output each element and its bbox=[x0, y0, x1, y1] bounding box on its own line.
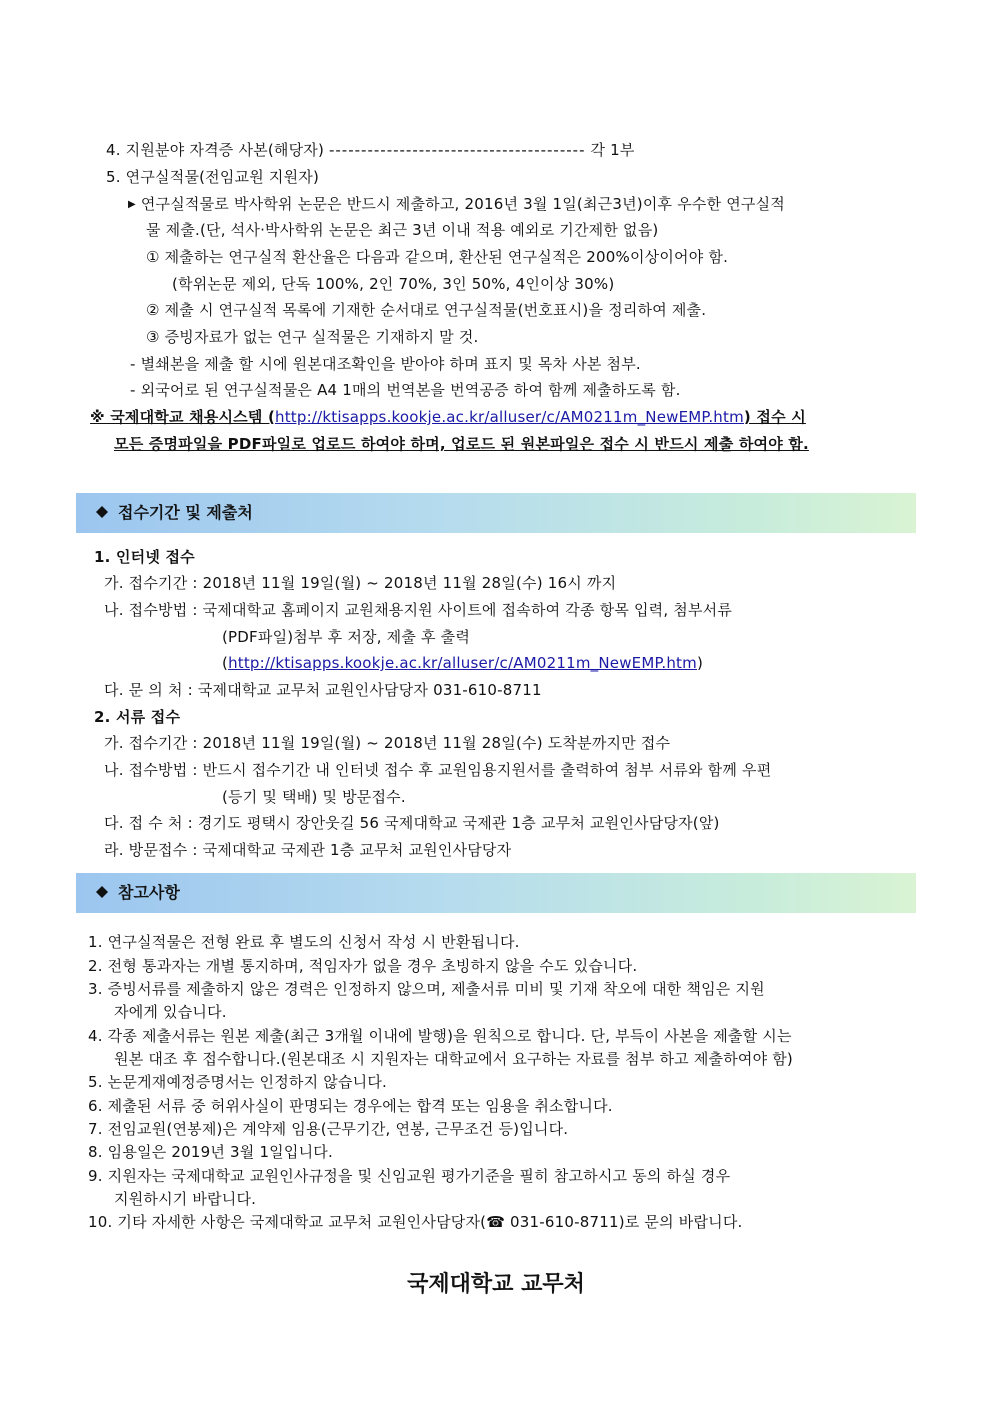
diamond-icon bbox=[96, 886, 108, 898]
diamond-icon bbox=[96, 506, 108, 518]
documents-method-cont: (등기 및 택배) 및 방문접수. bbox=[222, 788, 406, 806]
documents-visit: 라. 방문접수 : 국제대학교 국제관 1층 교무처 교원인사담당자 bbox=[104, 841, 512, 859]
documents-address: 다. 접 수 처 : 경기도 평택시 장안웃길 56 국제대학교 국제관 1층 교무처 교원인사담당자(앞) bbox=[104, 814, 720, 832]
phone-icon: ☎ bbox=[486, 1213, 506, 1231]
note-item-10: 10. 기타 자세한 사항은 국제대학교 교무처 교원인사담당자(☎ 031-610-8711)로 문의 바랍니다. bbox=[88, 1213, 743, 1231]
issuer-signature: 국제대학교 교무처 bbox=[407, 1272, 585, 1297]
section-header-application bbox=[76, 493, 916, 533]
documents-period: 가. 접수기간 : 2018년 11월 19일(월) ~ 2018년 11월 28일(수) 도착분까지만 접수 bbox=[104, 734, 671, 752]
req-circle-2: ② 제출 시 연구실적 목록에 기재한 순서대로 연구실적물(번호표시)을 정리하여 제출. bbox=[146, 301, 707, 319]
note-item-1: 1. 연구실적물은 전형 완료 후 별도의 신청서 작성 시 반환됩니다. bbox=[88, 933, 520, 951]
note-item-5: 5. 논문게재예정증명서는 인정하지 않습니다. bbox=[88, 1073, 388, 1091]
subsection-online: 1. 인터넷 접수 bbox=[94, 548, 195, 566]
note-item-6: 6. 제출된 서류 중 허위사실이 판명되는 경우에는 합격 또는 임용을 취소합니다. bbox=[88, 1097, 613, 1115]
req-item-4: 4. 지원분야 자격증 사본(해당자) ---------------------------------------- 각 1부 bbox=[106, 141, 635, 159]
notice-line-2: 모든 증명파일을 PDF파일로 업로드 하여야 하며, 업로드 된 원본파일은 접수 시 반드시 제출 하여야 함. bbox=[114, 435, 809, 453]
note-item-7: 7. 전임교원(연봉제)은 계약제 임용(근무기간, 연봉, 근무조건 등)입니다. bbox=[88, 1120, 569, 1138]
triangle-bullet-icon: ▶ bbox=[128, 199, 136, 210]
note-item-3-cont: 자에게 있습니다. bbox=[114, 1003, 227, 1021]
note-item-4: 4. 각종 제출서류는 원본 제출(최근 3개월 이내에 발행)을 원칙으로 합니다. 단, 부득이 사본을 제출할 시는 bbox=[88, 1027, 792, 1045]
online-method-cont: (PDF파일)첨부 후 저장, 제출 후 출력 bbox=[222, 628, 471, 646]
req-dash-2: - 외국어로 된 연구실적물은 A4 1매의 번역본을 번역공증 하여 함께 제출하도록 함. bbox=[130, 381, 681, 399]
recruit-system-link[interactable]: http://ktisapps.kookje.ac.kr/alluser/c/AM0211m_NewEMP.htm bbox=[275, 408, 744, 426]
section-title: 접수기간 및 제출처 bbox=[118, 503, 253, 522]
section-header-notes bbox=[76, 873, 916, 913]
online-method: 나. 접수방법 : 국제대학교 홈페이지 교원채용지원 사이트에 접속하여 각종 항목 입력, 첨부서류 bbox=[104, 601, 733, 619]
notice-line-1: ※ 국제대학교 채용시스템 (http://ktisapps.kookje.ac.kr/alluser/c/AM0211m_NewEMP.htm) 접수 시 bbox=[90, 408, 806, 426]
note-item-9: 9. 지원자는 국제대학교 교원인사규정을 및 신임교원 평가기준을 필히 참고하시고 동의 하실 경우 bbox=[88, 1167, 731, 1185]
leader-dashes: ---------------------------------------- bbox=[328, 141, 586, 159]
note-item-9-cont: 지원하시기 바랍니다. bbox=[114, 1190, 257, 1208]
note-item-8: 8. 임용일은 2019년 3월 1일입니다. bbox=[88, 1143, 333, 1161]
note-item-3: 3. 증빙서류를 제출하지 않은 경력은 인정하지 않으며, 제출서류 미비 및 기재 착오에 대한 책임은 지원 bbox=[88, 980, 765, 998]
section-title: 참고사항 bbox=[118, 883, 180, 902]
req-circle-1: ① 제출하는 연구실적 환산율은 다음과 같으며, 환산된 연구실적은 200%이상이어야 함. bbox=[146, 248, 729, 266]
documents-method: 나. 접수방법 : 반드시 접수기간 내 인터넷 접수 후 교원임용지원서를 출력하여 첨부 서류와 함께 우편 bbox=[104, 761, 772, 779]
note-item-4-cont: 원본 대조 후 접수합니다.(원본대조 시 지원자는 대학교에서 요구하는 자료를 첨부 하고 제출하여야 함) bbox=[114, 1050, 793, 1068]
online-period: 가. 접수기간 : 2018년 11월 19일(월) ~ 2018년 11월 28일(수) 16시 까지 bbox=[104, 574, 617, 592]
req-item-5: 5. 연구실적물(전임교원 지원자) bbox=[106, 168, 320, 186]
subsection-documents: 2. 서류 접수 bbox=[94, 708, 181, 726]
req-bullet-cont: 물 제출.(단, 석사·박사학위 논문은 최근 3년 이내 적용 예외로 기간제한 없음) bbox=[146, 221, 659, 239]
apply-site-link[interactable]: http://ktisapps.kookje.ac.kr/alluser/c/AM0211m_NewEMP.htm bbox=[228, 654, 697, 672]
req-bullet: ▶ 연구실적물로 박사학위 논문은 반드시 제출하고, 2016년 3월 1일(최근3년)이후 우수한 연구실적 bbox=[128, 195, 786, 213]
req-circle-1-cont: (학위논문 제외, 단독 100%, 2인 70%, 3인 50%, 4인이상 30%) bbox=[172, 275, 615, 293]
req-dash-1: - 별쇄본을 제출 할 시에 원본대조확인을 받아야 하며 표지 및 목차 사본 첨부. bbox=[130, 355, 641, 373]
online-contact: 다. 문 의 처 : 국제대학교 교무처 교원인사담당자 031-610-8711 bbox=[104, 681, 542, 699]
online-url-line: (http://ktisapps.kookje.ac.kr/alluser/c/AM0211m_NewEMP.htm) bbox=[222, 654, 704, 672]
note-item-2: 2. 전형 통과자는 개별 통지하며, 적임자가 없을 경우 초빙하지 않을 수도 있습니다. bbox=[88, 957, 638, 975]
req-circle-3: ③ 증빙자료가 없는 연구 실적물은 기재하지 말 것. bbox=[146, 328, 479, 346]
